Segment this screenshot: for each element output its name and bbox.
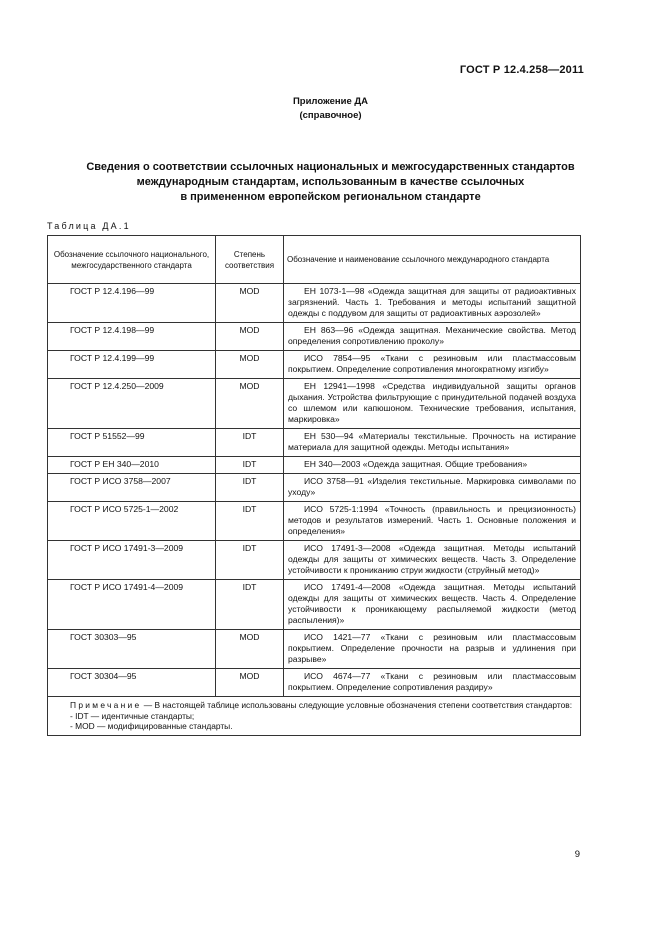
degree-cell: MOD <box>216 669 284 697</box>
international-standard-cell: ИСО 17491-3—2008 «Одежда защитная. Методы испытаний одежды для защиты от химических веществ. Часть 3. Определение устойчивости к прониканию струи жидкости (струйный метод)» <box>284 541 581 580</box>
national-standard-cell: ГОСТ 30303—95 <box>48 630 216 669</box>
national-standard-cell: ГОСТ 30304—95 <box>48 669 216 697</box>
international-standard-cell: ИСО 5725-1:1994 «Точность (правильность и прецизионность) методов и результатов измерений. Часть 1. Основные положения и определения» <box>284 502 581 541</box>
correspondence-table <box>47 235 581 736</box>
national-standard-cell: ГОСТ Р ЕН 340—2010 <box>48 457 216 474</box>
international-standard-cell: ИСО 1421—77 «Ткани с резиновым или пластмассовым покрытием. Определение прочности на разрыв и удлинения при разрыве» <box>284 630 581 669</box>
degree-cell: MOD <box>216 323 284 351</box>
header-degree: Степень соответствия <box>216 236 284 284</box>
degree-cell: MOD <box>216 351 284 379</box>
international-standard-cell: ИСО 4674—77 «Ткани с резиновым или пластмассовым покрытием. Определение сопротивления раздиру» <box>284 669 581 697</box>
degree-cell: IDT <box>216 580 284 630</box>
national-standard-cell: ГОСТ Р ИСО 5725-1—2002 <box>48 502 216 541</box>
table-note-row <box>48 697 581 736</box>
national-standard-cell: ГОСТ Р 12.4.198—99 <box>48 323 216 351</box>
international-standard-cell: ЕН 12941—1998 «Средства индивидуальной защиты органов дыхания. Устройства фильтрующие с принудительной подачей воздуха со шлемом или капюшоном. Технические требования, испытания, маркировка» <box>284 379 581 429</box>
international-standard-cell: ИСО 7854—95 «Ткани с резиновым или пластмассовым покрытием. Определение сопротивления многократному изгибу» <box>284 351 581 379</box>
table-row <box>48 351 581 379</box>
degree-cell: IDT <box>216 541 284 580</box>
national-standard-cell: ГОСТ Р 12.4.199—99 <box>48 351 216 379</box>
table-row <box>48 669 581 697</box>
table-row <box>48 580 581 630</box>
section-title <box>40 160 621 205</box>
international-standard-cell: ИСО 17491-4—2008 «Одежда защитная. Методы испытаний одежды для защиты от химических веществ. Часть 4. Определение устойчивости к проникающему распыляемой жидкости (метод распыления)» <box>284 580 581 630</box>
international-standard-cell: ЕН 1073-1—98 «Одежда защитная для защиты от радиоактивных загрязнений. Часть 1. Требования и методы испытаний защитной одежды с поддувом для защиты от радиоактивных аэрозолей» <box>284 284 581 323</box>
table-note <box>48 697 581 736</box>
table-header-row <box>48 236 581 284</box>
international-standard-cell: ЕН 863—96 «Одежда защитная. Механические свойства. Метод определения сопротивлению проколу» <box>284 323 581 351</box>
national-standard-cell: ГОСТ Р ИСО 17491-3—2009 <box>48 541 216 580</box>
note-text: — В настоящей таблице использованы следующие условные обозначения степени соответствия стандартов: <box>141 700 573 710</box>
appendix-type: (справочное) <box>299 110 362 121</box>
page-number: 9 <box>574 849 580 860</box>
degree-cell: IDT <box>216 474 284 502</box>
table-row <box>48 379 581 429</box>
national-standard-cell: ГОСТ Р 12.4.250—2009 <box>48 379 216 429</box>
national-standard-cell: ГОСТ Р 51552—99 <box>48 429 216 457</box>
table-row <box>48 474 581 502</box>
table-body <box>48 284 581 736</box>
title-line: международным стандартам, использованным в качестве ссылочных <box>136 176 525 188</box>
degree-cell: MOD <box>216 630 284 669</box>
national-standard-cell: ГОСТ Р ИСО 3758—2007 <box>48 474 216 502</box>
note-label: Примечание <box>70 700 142 710</box>
header-international-standard: Обозначение и наименование ссылочного международного стандарта <box>284 236 581 284</box>
document-code: ГОСТ Р 12.4.258—2011 <box>459 64 584 76</box>
international-standard-cell: ЕН 340—2003 «Одежда защитная. Общие требования» <box>284 457 581 474</box>
title-line: Сведения о соответствии ссылочных национальных и межгосударственных стандартов <box>86 161 575 173</box>
appendix-label: Приложение ДА <box>292 96 369 107</box>
note-item-mod: - MOD — модифицированные стандарты. <box>70 721 233 731</box>
table-row <box>48 284 581 323</box>
table-row <box>48 630 581 669</box>
table-row <box>48 541 581 580</box>
table-row <box>48 457 581 474</box>
title-line: в примененном европейском региональном стандарте <box>180 191 481 203</box>
degree-cell: MOD <box>216 284 284 323</box>
international-standard-cell: ИСО 3758—91 «Изделия текстильные. Маркировка символами по уходу» <box>284 474 581 502</box>
table-row <box>48 429 581 457</box>
table-row <box>48 323 581 351</box>
appendix-heading <box>0 95 661 123</box>
international-standard-cell: ЕН 530—94 «Материалы текстильные. Прочность на истирание материала для защитной одежды. Методы испытания» <box>284 429 581 457</box>
header-national-standard: Обозначение ссылочного национального, межгосударственного стандарта <box>48 236 216 284</box>
table-row <box>48 502 581 541</box>
national-standard-cell: ГОСТ Р 12.4.196—99 <box>48 284 216 323</box>
national-standard-cell: ГОСТ Р ИСО 17491-4—2009 <box>48 580 216 630</box>
degree-cell: MOD <box>216 379 284 429</box>
degree-cell: IDT <box>216 457 284 474</box>
degree-cell: IDT <box>216 429 284 457</box>
note-item-idt: - IDT — идентичные стандарты; <box>70 710 195 721</box>
table-caption: Таблица ДА.1 <box>47 221 131 231</box>
degree-cell: IDT <box>216 502 284 541</box>
